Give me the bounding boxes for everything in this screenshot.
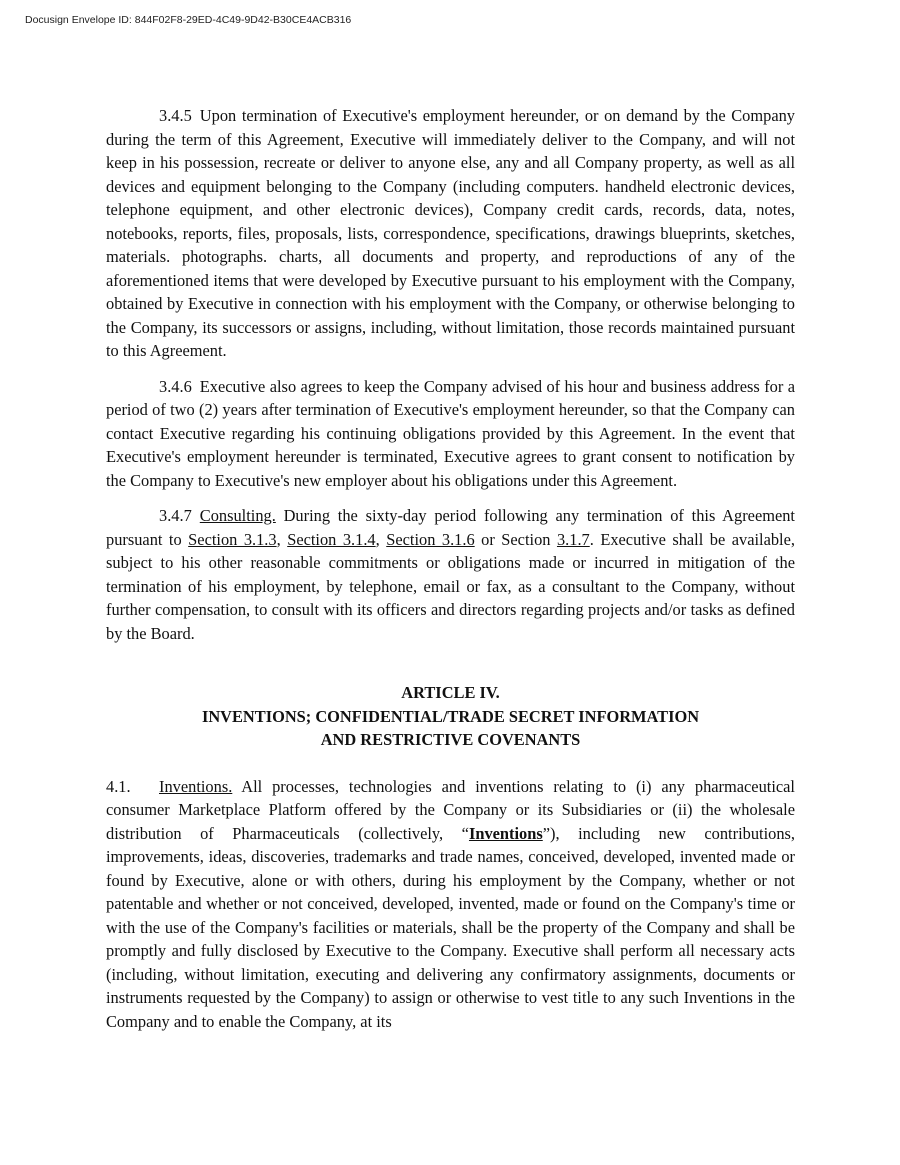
section-3-4-7 (106, 504, 795, 645)
reference-separator: or Section (481, 529, 551, 549)
section-number: 4.1. (106, 776, 131, 796)
section-3-4-5 (106, 104, 795, 363)
defined-term: Inventions (468, 823, 543, 843)
section-number: 3.4.7 (159, 506, 192, 525)
section-reference: 3.1.7 (556, 529, 590, 549)
reference-separator: , (276, 529, 281, 549)
envelope-id: Docusign Envelope ID: 844F02F8-29ED-4C49-9D42-B30CE4ACB316 (25, 14, 352, 26)
section-3-4-6 (106, 375, 795, 493)
article-subtitle: INVENTIONS; CONFIDENTIAL/TRADE SECRET INFORMATION (201, 706, 700, 726)
section-text: During the sixty-day period following any termination of this Agreement pursuant to (106, 506, 795, 549)
section-text: ”), including new contributions, improvements, ideas, discoveries, trademarks and trade names, conceived, developed, invented made or found by Executive, alone or with others, during his employment by the Company, whether or not patentable and whether or not conceived, developed, invented, made or found on the Company's time or with the use of the Company's facilities or materials, shall be the property of the Company and shall be promptly and fully disclosed by Executive to the Company. Executive shall perform all necessary acts (including, without limitation, executing and delivering any confirmatory assignments, documents or instruments requested by the Company) to assign or otherwise to vest title to any such Inventions in the Company and to enable the Company, at its (106, 823, 795, 1031)
section-reference: Section 3.1.4 (287, 529, 376, 549)
reference-separator: , (375, 529, 380, 549)
article-title: ARTICLE IV. (401, 683, 500, 702)
section-text: Executive also agrees to keep the Company advised of his hour and business address for a period of two (2) years after termination of Executive's employment hereunder, so that the Company can contact Executive regarding his continuing obligations provided by this Agreement. In the event that Executive's employment hereunder is terminated, Executive agrees to grant consent to notification by the Company to Executive's new employer about his obligations under this Agreement. (106, 376, 795, 490)
section-heading: Consulting. (199, 506, 276, 525)
section-heading: Inventions. (159, 776, 233, 796)
section-number: 3.4.5 (159, 106, 192, 125)
section-text: . Executive shall be available, subject to his other reasonable commitments or obligations made or incurred in mitigation of the termination of his employment, by telephone, email or fax, as a consultant to the Company, without further compensation, to consult with its officers and directors regarding projects and/or tasks as defined by the Board. (106, 529, 795, 643)
section-text: All processes, technologies and inventions relating to (i) any pharmaceutical consumer Marketplace Platform offered by the Company or its Subsidiaries or (ii) the wholesale distribution of Pharmaceuticals (collectively, “ (106, 776, 795, 843)
section-reference: Section 3.1.3 (188, 529, 277, 549)
document-body (106, 104, 795, 1045)
section-reference: Section 3.1.6 (386, 529, 475, 549)
section-4-1 (106, 775, 795, 1034)
section-number: 3.4.6 (159, 376, 192, 396)
article-heading (106, 681, 795, 752)
article-subtitle: AND RESTRICTIVE COVENANTS (320, 730, 581, 749)
section-text: Upon termination of Executive's employment hereunder, or on demand by the Company during the term of this Agreement, Executive will immediately deliver to the Company, and will not keep in his possession, recreate or deliver to anyone else, any and all Company property, as well as all devices and equipment belonging to the Company (including computers. handheld electronic devices, telephone equipment, and other electronic devices), Company credit cards, records, data, notes, notebooks, reports, files, proposals, lists, correspondence, specifications, drawings blueprints, sketches, materials. photographs. charts, all documents and property, and reproductions of any of the aforementioned items that were developed by Executive pursuant to his employment with the Company, obtained by Executive in connection with his employment with the Company, or otherwise belonging to the Company, its successors or assigns, including, without limitation, those records maintained pursuant to this Agreement. (106, 106, 795, 360)
